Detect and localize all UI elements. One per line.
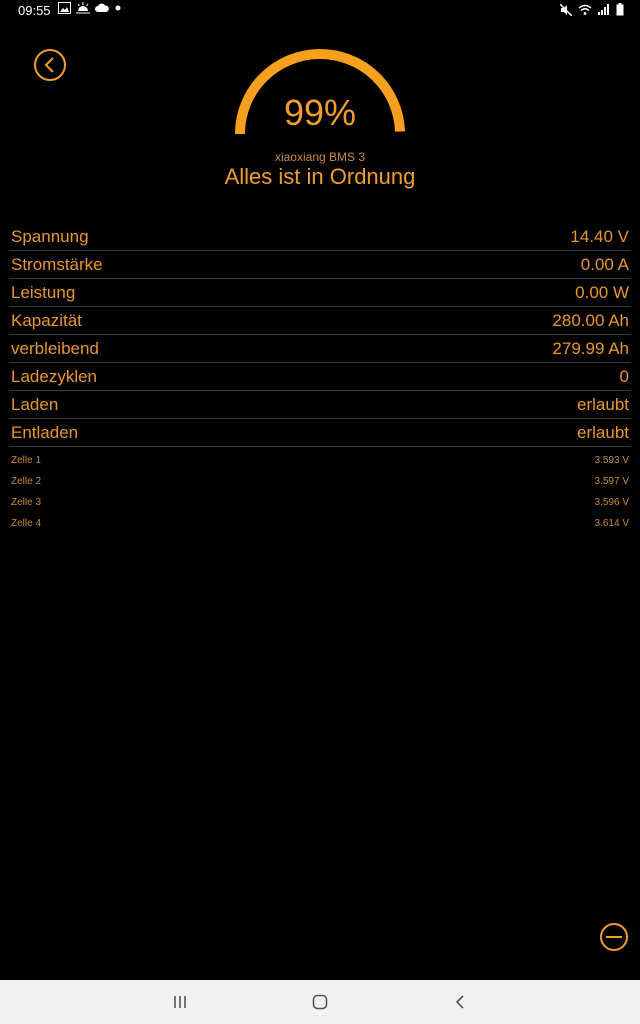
info-label: Laden	[11, 395, 59, 414]
info-label: Entladen	[11, 423, 79, 442]
chevron-left-icon	[43, 57, 57, 73]
cell-label: Zelle 2	[11, 476, 42, 487]
status-icons-left	[58, 2, 122, 14]
info-label: Ladezyklen	[11, 367, 98, 386]
info-row	[9, 252, 631, 279]
info-row	[9, 336, 631, 363]
status-bar	[0, 0, 640, 22]
cell-label: Zelle 3	[11, 497, 42, 508]
info-label: Spannung	[11, 227, 89, 246]
cell-row	[11, 492, 629, 513]
cell-value: 3.614 V	[594, 518, 629, 529]
info-value: 0.00 W	[575, 283, 629, 302]
nav-back-button[interactable]	[445, 990, 475, 1014]
cell-label: Zelle 1	[11, 455, 42, 466]
info-label: Leistung	[11, 283, 76, 302]
status-icons-right	[560, 3, 624, 16]
recent-apps-icon	[173, 995, 187, 1009]
signal-icon	[598, 4, 610, 15]
info-row	[9, 392, 631, 419]
battery-icon	[616, 3, 624, 16]
cell-label: Zelle 4	[11, 518, 42, 529]
info-row	[9, 364, 631, 391]
cell-value: 3.596 V	[594, 497, 629, 508]
cell-row	[11, 450, 629, 471]
info-label: Stromstärke	[11, 255, 103, 274]
collapse-button[interactable]	[600, 923, 628, 951]
info-value: 14.40 V	[570, 227, 629, 246]
device-name: xiaoxiang BMS 3	[274, 150, 366, 164]
back-button[interactable]	[34, 49, 66, 81]
info-row	[9, 420, 631, 447]
mute-icon	[560, 4, 572, 16]
info-row	[9, 308, 631, 335]
info-row	[9, 280, 631, 307]
info-row	[9, 224, 631, 251]
info-value: 280.00 Ah	[552, 311, 629, 330]
info-value: erlaubt	[577, 395, 629, 414]
cloud-icon	[95, 3, 109, 13]
info-label: Kapazität	[11, 311, 82, 330]
cell-value: 3.593 V	[594, 455, 629, 466]
cell-voltage-list	[11, 450, 629, 534]
recent-apps-button[interactable]	[165, 990, 195, 1014]
status-time: 09:55	[18, 3, 51, 18]
home-button[interactable]	[305, 990, 335, 1014]
info-value: 0	[619, 367, 629, 386]
minus-circle-icon	[606, 936, 622, 938]
image-icon	[58, 2, 71, 14]
info-value: 279.99 Ah	[552, 339, 629, 358]
system-nav-bar	[0, 980, 640, 1024]
status-message: Alles ist in Ordnung	[224, 164, 416, 189]
info-value: erlaubt	[577, 423, 629, 442]
home-icon	[312, 994, 328, 1010]
wifi-icon	[578, 4, 592, 15]
cell-row	[11, 513, 629, 534]
dot-icon	[114, 4, 122, 12]
cell-value: 3.597 V	[594, 476, 629, 487]
charge-percent: 99%	[283, 92, 357, 133]
sunrise-icon	[76, 2, 90, 14]
info-label: verbleibend	[11, 339, 99, 358]
info-value: 0.00 A	[580, 255, 629, 274]
cell-row	[11, 471, 629, 492]
back-icon	[455, 994, 465, 1010]
battery-info-table	[9, 224, 631, 448]
